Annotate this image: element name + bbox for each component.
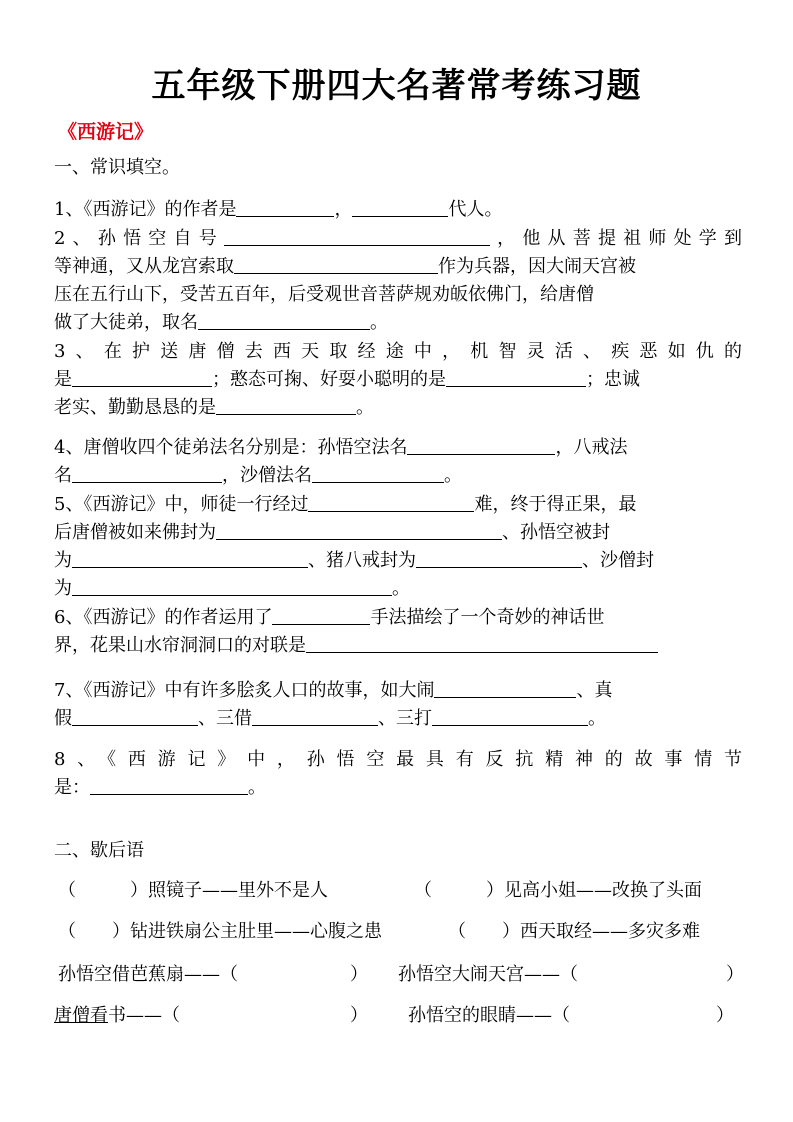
answer-blank-4c[interactable] — [312, 464, 444, 483]
page-title: 五年级下册四大名著常考练习题 — [151, 66, 642, 106]
answer-blank-5a[interactable] — [308, 493, 474, 512]
question-2-line-2: 等神通，又从龙宫索取 作为兵器，因大闹天宫被 — [54, 256, 636, 277]
idiom-6-close: ） — [726, 964, 744, 985]
answer-blank-1b[interactable] — [352, 198, 448, 217]
answer-blank-4a[interactable] — [407, 436, 555, 455]
answer-blank-4b[interactable] — [72, 464, 222, 483]
question-6-line-2: 界，花果山水帘洞洞口的对联是 — [54, 634, 742, 658]
question-7-line-1: 7、《西游记》中有许多脍炙人口的故事，如大闹 、真 — [54, 680, 613, 701]
question-5-line-1: 5、《西游记》中，师徒一行经过 难，终于得正果，最 — [54, 494, 637, 515]
idiom-3: （ ）钻进铁扇公主肚里——心腹之患 — [58, 921, 382, 942]
answer-blank-7b[interactable] — [72, 707, 198, 726]
question-7-line-2: 假 、三借 、三打 。 — [54, 708, 606, 729]
question-3-line-3: 老实、勤勤恳恳的是 。 — [54, 397, 374, 418]
answer-blank-6b[interactable] — [306, 634, 658, 653]
answer-blank-3b[interactable] — [446, 368, 586, 387]
idiom-4: （ ）西天取经——多灾多难 — [448, 921, 700, 942]
idiom-5-close: ） — [350, 964, 368, 985]
idiom-2: （ ）见高小姐——改换了头面 — [414, 880, 702, 901]
question-2-line-4: 做了大徒弟，取名 。 — [54, 312, 388, 333]
answer-blank-5b[interactable] — [216, 521, 502, 540]
answer-blank-2b[interactable] — [234, 255, 438, 274]
answer-blank-5c[interactable] — [72, 549, 308, 568]
answer-blank-5d[interactable] — [416, 549, 582, 568]
answer-blank-8a[interactable] — [90, 776, 248, 795]
question-3-line-2: 是 ；憨态可掬、好耍小聪明的是 ；忠诚 — [54, 369, 640, 390]
idiom-7-prompt: 唐僧看书——（ — [54, 1005, 180, 1026]
question-4-line-2: 名 ，沙僧法名 。 — [54, 465, 462, 486]
question-8-line-1: 8、《西游记》中，孙悟空最具有反抗精神的故事情节 — [54, 749, 742, 770]
question-4-line-1: 4、唐僧收四个徒弟法名分别是：孙悟空法名 ，八戒法 — [54, 437, 628, 458]
question-8-line-2: 是： 。 — [54, 777, 266, 798]
answer-blank-7c[interactable] — [252, 707, 378, 726]
question-3-line-1: 3、在护送唐僧去西天取经途中，机智灵活、疾恶如仇的 — [54, 341, 742, 362]
answer-blank-2a[interactable] — [224, 227, 490, 246]
section-2-heading: 二、歇后语 — [54, 840, 144, 861]
question-6-line-1: 6、《西游记》的作者运用了 手法描绘了一个奇妙的神话世 — [54, 607, 605, 628]
idiom-5-prompt: 孙悟空借芭蕉扇——（ — [58, 964, 238, 985]
answer-blank-7a[interactable] — [434, 679, 576, 698]
question-2-line-3: 压在五行山下，受苦五百年，后受观世音菩萨规劝皈依佛门，给唐僧 — [54, 284, 594, 305]
question-5-line-2: 后唐僧被如来佛封为 、孙悟空被封 — [54, 522, 610, 543]
idiom-1: （ ）照镜子——里外不是人 — [58, 880, 328, 901]
answer-blank-3a[interactable] — [72, 368, 212, 387]
answer-blank-2c[interactable] — [198, 311, 370, 330]
idiom-6-prompt: 孙悟空大闹天宫——（ — [398, 964, 578, 985]
answer-blank-6a[interactable] — [272, 606, 370, 625]
idiom-8-prompt: 孙悟空的眼睛——（ — [408, 1005, 570, 1026]
idiom-8-close: ） — [716, 1005, 734, 1026]
section-1-heading: 一、常识填空。 — [54, 157, 180, 178]
answer-blank-7d[interactable] — [432, 707, 588, 726]
question-2-line-1: 2、孙悟空自号 ，他从菩提祖师处学到 — [54, 228, 743, 249]
question-5-line-4: 为 。 — [54, 578, 410, 599]
answer-blank-5e[interactable] — [72, 577, 392, 596]
answer-blank-3c[interactable] — [216, 396, 356, 415]
answer-blank-1a[interactable] — [236, 198, 334, 217]
idiom-7-close: ） — [350, 1005, 368, 1026]
question-1: 1、《西游记》的作者是 ， 代人。 — [54, 199, 503, 220]
question-5-line-3: 为 、猪八戒封为 、沙僧封 — [54, 550, 654, 571]
book-subtitle: 《西游记》 — [58, 121, 154, 143]
